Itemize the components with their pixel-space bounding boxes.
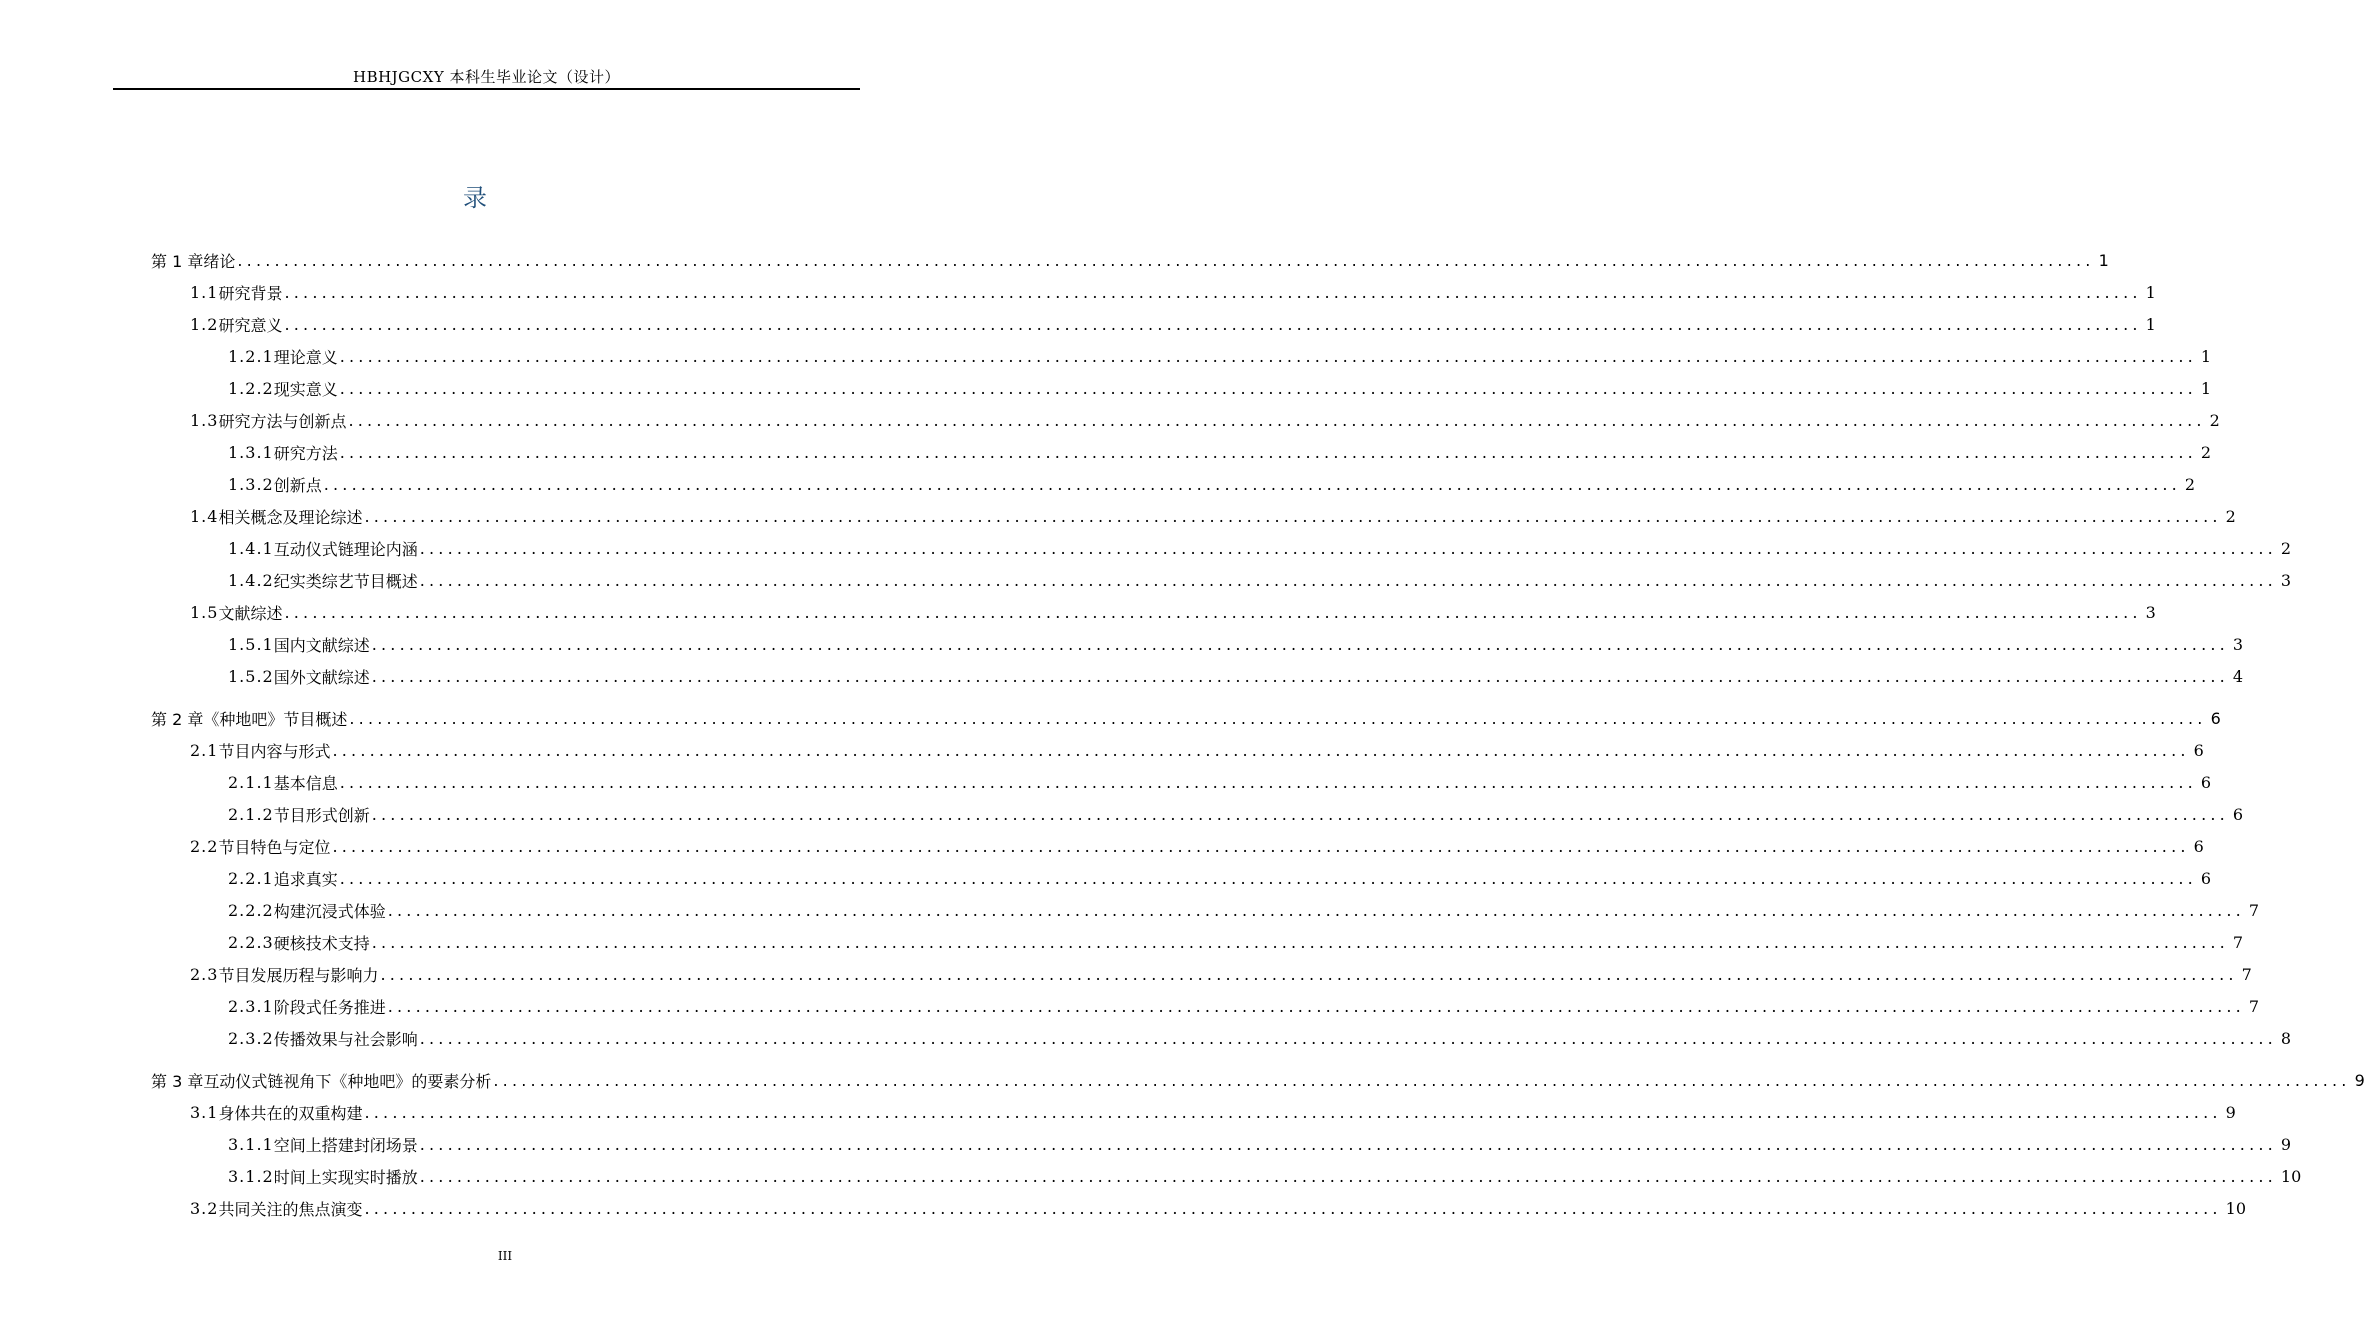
toc-entry-title: 国内文献综述 (273, 635, 370, 655)
toc-entry-page: 1 (2200, 378, 2212, 398)
toc-entry-page: 6 (2200, 868, 2212, 888)
toc-entry-page: 4 (2232, 666, 2244, 686)
toc-entry[interactable] (190, 831, 2204, 861)
toc-entry[interactable] (190, 309, 2156, 339)
toc-entry-page: 2 (2209, 410, 2220, 430)
toc-entry-title: 理论意义 (273, 347, 338, 367)
toc-entry[interactable] (228, 469, 2196, 499)
toc-entry[interactable] (190, 277, 2156, 307)
toc-entry-page: 2 (2225, 506, 2236, 526)
toc-entry-number: 2.1.1 (228, 772, 274, 792)
toc-entry-page: 6 (2193, 740, 2204, 760)
page-number: III (497, 1249, 513, 1263)
toc-entry-number: 1.1 (190, 282, 219, 302)
toc-entry[interactable] (228, 927, 2244, 957)
dot-leader: ........................................................................................................................................................................................................ (339, 442, 2197, 462)
toc-entry-page: 1 (2145, 282, 2156, 302)
toc-entry-number: 3.1.1 (228, 1134, 274, 1154)
toc-entry[interactable] (228, 661, 2244, 691)
toc-entry-title: 研究背景 (218, 283, 283, 303)
toc-entry[interactable] (190, 1097, 2236, 1127)
dot-leader: ........................................................................................................................................................................................................ (349, 708, 2207, 728)
toc-entry[interactable] (228, 767, 2212, 797)
toc-entry-number: 3.1 (190, 1102, 219, 1122)
toc-entry[interactable] (151, 703, 2221, 733)
toc-entry-page: 9 (2354, 1070, 2365, 1090)
toc-entry-number: 2.3 (190, 964, 219, 984)
toc-entry-number: 2.2.2 (228, 900, 274, 920)
toc-entry-number: 第 3 章 (151, 1071, 204, 1091)
dot-leader: ........................................................................................................................................................................................................ (371, 634, 2229, 654)
toc-entry-page: 1 (2200, 346, 2212, 366)
toc-entry-title: 研究意义 (218, 315, 283, 335)
dot-leader: ........................................................................................................................................................................................................ (237, 250, 2095, 270)
toc-entry-title: 现实意义 (273, 379, 338, 399)
toc-entry[interactable] (228, 1129, 2292, 1159)
toc-entry-page: 2 (2200, 442, 2212, 462)
toc-entry-number: 1.5 (190, 602, 219, 622)
toc-entry-number: 1.3.2 (228, 474, 274, 494)
toc-entry-page: 9 (2225, 1102, 2236, 1122)
toc-entry-title: 空间上搭建封闭场景 (273, 1135, 418, 1155)
toc-entry[interactable] (190, 405, 2220, 435)
toc-entry-title: 《种地吧》节目概述 (203, 709, 348, 729)
dot-leader: ........................................................................................................................................................................................................ (419, 1134, 2277, 1154)
toc-entry[interactable] (190, 597, 2156, 627)
toc-entry[interactable] (228, 863, 2212, 893)
toc-entry-page: 3 (2280, 570, 2292, 590)
toc-entry[interactable] (190, 735, 2204, 765)
dot-leader: ........................................................................................................................................................................................................ (371, 932, 2229, 952)
toc-entry-title: 追求真实 (273, 869, 338, 889)
dot-leader: ........................................................................................................................................................................................................ (371, 804, 2229, 824)
toc-entry-number: 1.3 (190, 410, 219, 430)
toc-entry-page: 6 (2232, 804, 2244, 824)
toc-entry[interactable] (228, 373, 2212, 403)
toc-title: 录 (463, 184, 487, 212)
toc-entry-page: 10 (2280, 1166, 2302, 1186)
toc-entry-number: 2.2 (190, 836, 219, 856)
toc-entry-page: 7 (2248, 900, 2260, 920)
toc-entry-title: 国外文献综述 (273, 667, 370, 687)
dot-leader: ........................................................................................................................................................................................................ (419, 1028, 2277, 1048)
toc-entry-title: 身体共在的双重构建 (218, 1103, 363, 1123)
dot-leader: ........................................................................................................................................................................................................ (380, 964, 2238, 984)
toc-entry-number: 1.4 (190, 506, 219, 526)
toc-entry-number: 1.2 (190, 314, 219, 334)
dot-leader: ........................................................................................................................................................................................................ (339, 346, 2197, 366)
toc-entry-number: 1.3.1 (228, 442, 274, 462)
toc-entry-page: 10 (2225, 1198, 2247, 1218)
dot-leader: ........................................................................................................................................................................................................ (332, 836, 2190, 856)
toc-entry[interactable] (228, 1023, 2292, 1053)
dot-leader: ........................................................................................................................................................................................................ (339, 868, 2197, 888)
toc-entry[interactable] (151, 1065, 2365, 1095)
toc-entry-number: 2.3.1 (228, 996, 274, 1016)
toc-entry-number: 1.2.1 (228, 346, 274, 366)
toc-entry[interactable] (228, 437, 2212, 467)
toc-entry[interactable] (190, 959, 2252, 989)
toc-entry-number: 2.1.2 (228, 804, 274, 824)
toc-entry[interactable] (228, 799, 2244, 829)
toc-entry-title: 节目发展历程与影响力 (218, 965, 379, 985)
toc-entry-title: 基本信息 (273, 773, 338, 793)
toc-entry-number: 2.1 (190, 740, 219, 760)
dot-leader: ........................................................................................................................................................................................................ (348, 410, 2206, 430)
toc-entry-title: 节目形式创新 (273, 805, 370, 825)
toc-entry-number: 2.2.3 (228, 932, 274, 952)
toc-entry[interactable] (228, 565, 2292, 595)
toc-entry-title: 互动仪式链视角下《种地吧》的要素分析 (203, 1071, 492, 1091)
toc-entry[interactable] (151, 245, 2109, 275)
toc-entry-page: 7 (2241, 964, 2252, 984)
dot-leader: ........................................................................................................................................................................................................ (284, 314, 2142, 334)
dot-leader: ........................................................................................................................................................................................................ (419, 1166, 2277, 1186)
toc-entry-page: 1 (2145, 314, 2156, 334)
toc-entry-number: 3.2 (190, 1198, 219, 1218)
toc-entry-number: 2.3.2 (228, 1028, 274, 1048)
toc-entry-title: 研究方法与创新点 (218, 411, 347, 431)
dot-leader: ........................................................................................................................................................................................................ (339, 772, 2197, 792)
toc-entry-page: 8 (2280, 1028, 2292, 1048)
toc-entry-page: 7 (2232, 932, 2244, 952)
toc-entry-number: 1.2.2 (228, 378, 274, 398)
dot-leader: ........................................................................................................................................................................................................ (284, 282, 2142, 302)
dot-leader: ........................................................................................................................................................................................................ (339, 378, 2197, 398)
toc-entry-title: 纪实类综艺节目概述 (273, 571, 418, 591)
toc-entry[interactable] (228, 1161, 2302, 1191)
dot-leader: ........................................................................................................................................................................................................ (364, 1198, 2222, 1218)
toc-entry[interactable] (190, 501, 2236, 531)
dot-leader: ........................................................................................................................................................................................................ (332, 740, 2190, 760)
dot-leader: ........................................................................................................................................................................................................ (387, 900, 2245, 920)
toc-entry-title: 文献综述 (218, 603, 283, 623)
toc-entry-page: 2 (2280, 538, 2292, 558)
toc-entry-title: 传播效果与社会影响 (273, 1029, 418, 1049)
toc-entry-number: 1.4.2 (228, 570, 274, 590)
toc-entry[interactable] (228, 895, 2260, 925)
toc-entry-title: 节目特色与定位 (218, 837, 331, 857)
toc-entry-number: 3.1.2 (228, 1166, 274, 1186)
toc-entry-page: 6 (2210, 708, 2221, 728)
toc-entry-number: 2.2.1 (228, 868, 274, 888)
toc-entry-title: 相关概念及理论综述 (218, 507, 363, 527)
toc-entry-page: 1 (2098, 250, 2109, 270)
toc-entry-number: 第 1 章 (151, 251, 204, 271)
dot-leader: ........................................................................................................................................................................................................ (364, 506, 2222, 526)
toc-entry[interactable] (228, 533, 2292, 563)
dot-leader: ........................................................................................................................................................................................................ (419, 570, 2277, 590)
toc-entry-number: 第 2 章 (151, 709, 204, 729)
toc-entry-page: 3 (2232, 634, 2244, 654)
toc-entry-number: 1.5.1 (228, 634, 274, 654)
toc-entry-title: 硬核技术支持 (273, 933, 370, 953)
toc-entry-page: 7 (2248, 996, 2260, 1016)
dot-leader: ........................................................................................................................................................................................................ (419, 538, 2277, 558)
dot-leader: ........................................................................................................................................................................................................ (323, 474, 2181, 494)
toc-entry-page: 2 (2184, 474, 2196, 494)
toc-entry-title: 共同关注的焦点演变 (218, 1199, 363, 1219)
toc-entry-title: 研究方法 (273, 443, 338, 463)
dot-leader: ........................................................................................................................................................................................................ (284, 602, 2142, 622)
toc-entry[interactable] (190, 1193, 2247, 1223)
toc-entry-title: 节目内容与形式 (218, 741, 331, 761)
dot-leader: ........................................................................................................................................................................................................ (387, 996, 2245, 1016)
toc-entry-title: 阶段式任务推进 (273, 997, 386, 1017)
toc-entry[interactable] (228, 991, 2260, 1021)
toc-entry-title: 构建沉浸式体验 (273, 901, 386, 921)
running-header: HBHJGCXY 本科生毕业论文（设计） (352, 68, 620, 86)
toc-entry-page: 9 (2280, 1134, 2292, 1154)
toc-entry-number: 1.5.2 (228, 666, 274, 686)
toc-entry-number: 1.4.1 (228, 538, 274, 558)
toc-entry-title: 创新点 (273, 475, 322, 495)
dot-leader: ........................................................................................................................................................................................................ (371, 666, 2229, 686)
toc-entry-page: 6 (2200, 772, 2212, 792)
toc-entry[interactable] (228, 629, 2244, 659)
toc-entry-page: 6 (2193, 836, 2204, 856)
toc-entry-page: 3 (2145, 602, 2156, 622)
toc-entry[interactable] (228, 341, 2212, 371)
header-rule (113, 88, 860, 90)
dot-leader: ........................................................................................................................................................................................................ (493, 1070, 2351, 1090)
dot-leader: ........................................................................................................................................................................................................ (364, 1102, 2222, 1122)
toc-entry-title: 时间上实现实时播放 (273, 1167, 418, 1187)
toc-entry-title: 绪论 (203, 251, 236, 271)
toc-entry-title: 互动仪式链理论内涵 (273, 539, 418, 559)
